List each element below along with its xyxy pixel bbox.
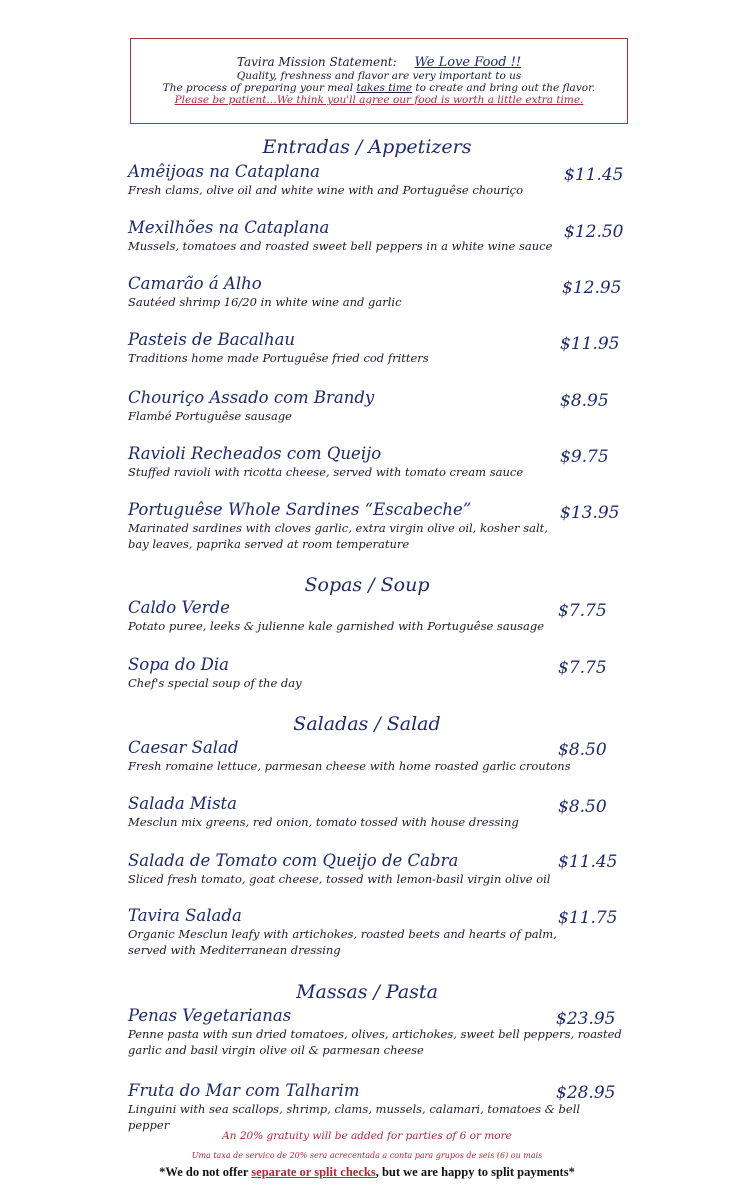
item-name: Ravioli Recheados com Queijo <box>128 444 382 463</box>
item-description: Traditions home made Portuguêse fried cod fritters <box>128 351 429 365</box>
item-price: $11.45 <box>558 852 618 872</box>
gratuity-notice-portuguese: Uma taxa de servico de 20% sera acrecentada a conta para grupos de seis (6) ou mais <box>191 1151 543 1160</box>
item-description: Mesclun mix greens, red onion, tomato tossed with house dressing <box>128 815 519 829</box>
item-price: $11.75 <box>558 908 618 928</box>
item-name: Salada Mista <box>128 794 238 813</box>
item-description: Fresh clams, olive oil and white wine with and Portuguêse chouriço <box>128 183 524 197</box>
item-name: Salada de Tomato com Queijo de Cabra <box>128 851 459 870</box>
menu-item <box>128 1006 624 1058</box>
item-price: $9.75 <box>560 447 609 467</box>
item-description: Sliced fresh tomato, goat cheese, tossed with lemon-basil virgin olive oil <box>128 872 551 886</box>
item-price: $12.95 <box>562 278 622 298</box>
mission-heading-line <box>131 55 627 70</box>
item-description: Marinated sardines with cloves garlic, extra virgin olive oil, kosher salt, bay leaves, paprika served at room temperature <box>128 521 548 551</box>
item-description: Potato puree, leeks & julienne kale garnished with Portuguêse sausage <box>128 619 545 633</box>
item-name: Caesar Salad <box>128 738 239 757</box>
split-checks-a: *We do not offer <box>159 1165 252 1179</box>
item-price: $8.50 <box>558 740 607 760</box>
item-price: $13.95 <box>560 503 620 523</box>
item-name: Camarão á Alho <box>128 274 262 293</box>
split-checks-b: separate or split checks <box>251 1165 376 1179</box>
item-description: Organic Mesclun leafy with artichokes, roasted beets and hearts of palm, served with Mediterranean dressing <box>128 927 557 957</box>
item-name: Portuguêse Whole Sardines “Escabeche” <box>128 500 472 519</box>
split-checks-notice <box>0 1165 734 1180</box>
item-price: $8.50 <box>558 797 607 817</box>
item-price: $11.95 <box>560 334 620 354</box>
item-name: Fruta do Mar com Talharim <box>128 1081 360 1100</box>
item-description: Flambé Portuguêse sausage <box>128 409 292 423</box>
item-price: $12.50 <box>564 222 624 242</box>
item-name: Mexilhões na Cataplana <box>128 218 330 237</box>
menu-item <box>128 218 638 254</box>
section-title-soup: Sopas / Soup <box>304 574 430 596</box>
item-price: $28.95 <box>556 1083 616 1103</box>
item-description: Linguini with sea scallops, shrimp, clams, mussels, calamari, tomatoes & bell pepper <box>128 1102 581 1132</box>
item-price: $11.45 <box>564 165 624 185</box>
mission-statement-box <box>130 38 628 124</box>
mission-slogan: We Love Food !! <box>414 55 522 70</box>
menu-item <box>128 500 558 552</box>
menu-item <box>128 162 638 198</box>
menu-item <box>128 906 558 958</box>
split-checks-c: , but we are happy to split payments* <box>375 1165 575 1179</box>
mission-line-process-a: The process of preparing your meal <box>162 82 357 94</box>
item-name: Penas Vegetarianas <box>128 1006 292 1025</box>
item-description: Penne pasta with sun dried tomatoes, olives, artichokes, sweet bell peppers, roasted garlic and basil virgin olive oil & parmesan cheese <box>128 1027 622 1057</box>
mission-heading: Tavira Mission Statement: <box>236 55 397 69</box>
mission-line-quality: Quality, freshness and flavor are very important to us <box>236 70 522 82</box>
item-price: $8.95 <box>560 391 609 411</box>
item-description: Fresh romaine lettuce, parmesan cheese with home roasted garlic croutons <box>128 759 571 773</box>
item-name: Amêijoas na Cataplana <box>128 162 320 181</box>
item-name: Chouriço Assado com Brandy <box>128 388 375 407</box>
mission-line-process-c: to create and bring out the flavor. <box>412 82 596 94</box>
section-title-salad: Saladas / Salad <box>293 713 441 735</box>
gratuity-notice-english: An 20% gratuity will be added for parties of 6 or more <box>222 1130 512 1142</box>
mission-line-process-b: takes time <box>356 82 413 94</box>
item-name: Pasteis de Bacalhau <box>128 330 296 349</box>
item-price: $23.95 <box>556 1009 616 1029</box>
menu-item <box>128 1081 624 1133</box>
item-description: Stuffed ravioli with ricotta cheese, served with tomato cream sauce <box>128 465 524 479</box>
item-description: Chef's special soup of the day <box>128 676 302 690</box>
mission-line-process <box>131 82 627 94</box>
item-name: Sopa do Dia <box>128 655 229 674</box>
item-description: Sautéed shrimp 16/20 in white wine and garlic <box>128 295 402 309</box>
item-price: $7.75 <box>558 658 607 678</box>
section-title-appetizers: Entradas / Appetizers <box>262 136 472 158</box>
item-name: Tavira Salada <box>128 906 242 925</box>
item-description: Mussels, tomatoes and roasted sweet bell peppers in a white wine sauce <box>128 239 553 253</box>
mission-line-patience: Please be patient…We think you'll agree our food is worth a little extra time. <box>174 94 584 106</box>
section-title-pasta: Massas / Pasta <box>296 981 438 1003</box>
item-name: Caldo Verde <box>128 598 230 617</box>
item-price: $7.75 <box>558 601 607 621</box>
